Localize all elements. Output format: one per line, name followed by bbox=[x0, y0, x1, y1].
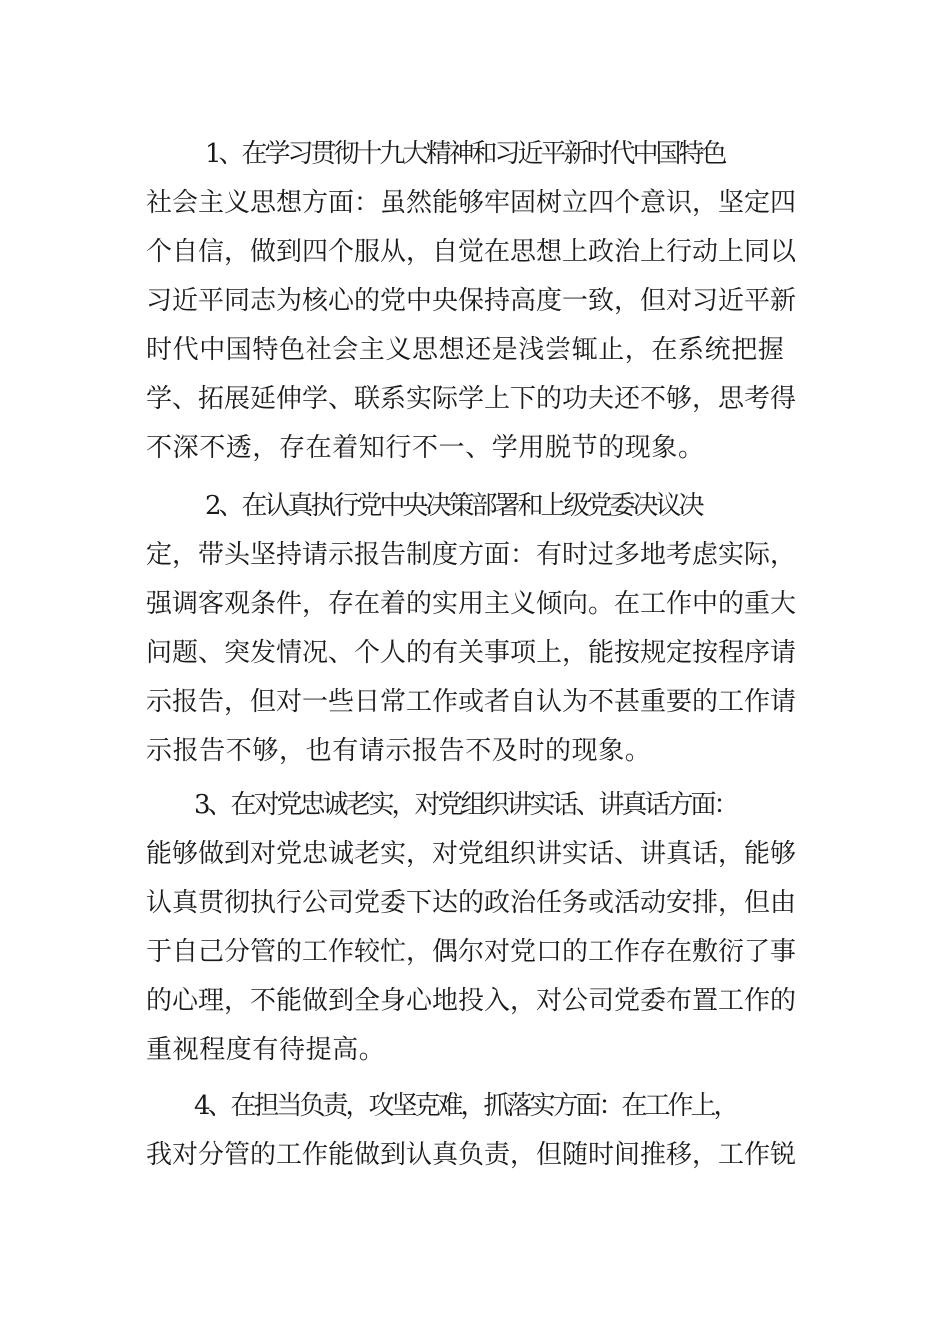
paragraph-4-line-1: 4、在担当负责，攻坚克难，抓落实方面：在工作上， bbox=[194, 1091, 737, 1121]
paragraph-3-line-1: 3、在对党忠诚老实，对党组织讲实话、讲真话方面： bbox=[194, 790, 737, 820]
paragraph-3-line-3: 认真贯彻执行公司党委下达的政治任务或活动安排，但由 bbox=[146, 888, 797, 918]
paragraph-1-line-7: 不深不透，存在着知行不一、学用脱节的现象。 bbox=[146, 433, 705, 463]
paragraph-3-line-4: 于自己分管的工作较忙，偶尔对党口的工作存在敷衍了事 bbox=[146, 937, 797, 967]
paragraph-2-line-2: 定，带头坚持请示报告制度方面：有时过多地考虑实际， bbox=[146, 540, 797, 570]
paragraph-1-line-2: 社会主义思想方面：虽然能够牢固树立四个意识，坚定四 bbox=[146, 188, 797, 218]
paragraph-1-line-5: 时代中国特色社会主义思想还是浅尝辄止，在系统把握 bbox=[146, 335, 785, 365]
paragraph-3-line-2: 能够做到对党忠诚老实，对党组织讲实话、讲真话，能够 bbox=[146, 839, 797, 869]
paragraph-1-line-1: 1、在学习贯彻十九大精神和习近平新时代中国特色 bbox=[205, 139, 725, 169]
paragraph-1-line-4: 习近平同志为核心的党中央保持高度一致，但对习近平新 bbox=[146, 286, 797, 316]
paragraph-2-line-3: 强调客观条件，存在着的实用主义倾向。在工作中的重大 bbox=[146, 589, 797, 619]
paragraph-2-line-5: 示报告，但对一些日常工作或者自认为不甚重要的工作请 bbox=[146, 687, 797, 717]
paragraph-4-line-2: 我对分管的工作能做到认真负责，但随时间推移，工作锐 bbox=[146, 1140, 797, 1170]
paragraph-3-line-5: 的心理，不能做到全身心地投入，对公司党委布置工作的 bbox=[146, 986, 797, 1016]
paragraph-2-line-1: 2、在认真执行党中央决策部署和上级党委决议决 bbox=[205, 491, 702, 521]
paragraph-1-line-6: 学、拓展延伸学、联系实际学上下的功夫还不够，思考得 bbox=[146, 384, 797, 414]
paragraph-1-line-3: 个自信，做到四个服从，自觉在思想上政治上行动上同以 bbox=[146, 237, 797, 267]
paragraph-2-line-4: 问题、突发情况、个人的有关事项上，能按规定按程序请 bbox=[146, 638, 797, 668]
paragraph-3-line-6: 重视程度有待提高。 bbox=[146, 1035, 386, 1065]
paragraph-2-line-6: 示报告不够，也有请示报告不及时的现象。 bbox=[146, 736, 652, 766]
